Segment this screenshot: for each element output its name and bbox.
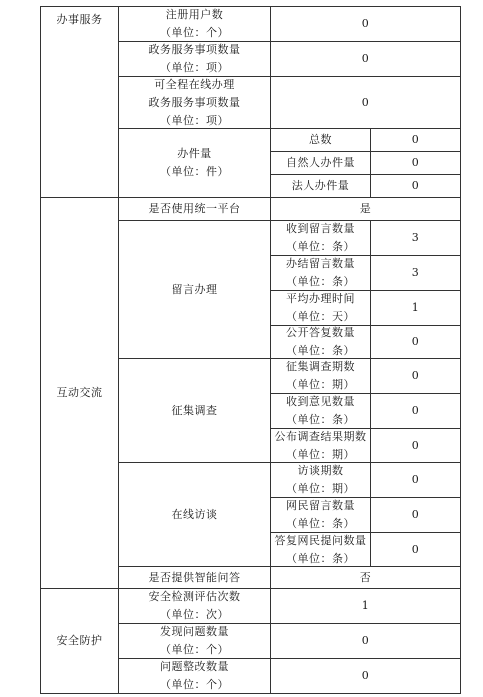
interview-group-label: 在线访谈 (171, 507, 218, 521)
survey-opinions-value: 0 (411, 404, 420, 417)
section-interaction-label: 互动交流 (56, 386, 103, 399)
issues-found-value-cell (270, 623, 461, 659)
assessments-value-cell (270, 588, 461, 624)
issues-fixed-value-cell (270, 658, 461, 694)
interview-questions-label-cell (270, 497, 371, 533)
section-service-header (40, 6, 119, 198)
interview-questions-value: 0 (411, 508, 420, 521)
messages-received-value-cell (370, 220, 461, 256)
handled-legal-value: 0 (411, 179, 420, 192)
smart-qa-label-cell (118, 566, 271, 589)
survey-results-value-cell (370, 428, 461, 463)
messages-received-label: 收到留言数量 （单位：条） (286, 222, 355, 253)
interview-answers-value-cell (370, 532, 461, 567)
messages-public-replies-value: 0 (411, 335, 420, 348)
assessments-label: 安全检测评估次数 （单位：次） (148, 590, 241, 621)
section-security-header (40, 588, 119, 694)
service-items-value: 0 (361, 52, 370, 65)
interview-periods-value-cell (370, 462, 461, 498)
survey-periods-value: 0 (411, 369, 420, 382)
handled-natural-label: 自然人办件量 (286, 156, 355, 169)
messages-group-cell (118, 220, 271, 359)
messages-group-label: 留言办理 (171, 282, 218, 296)
registered-users-value: 0 (361, 17, 370, 30)
service-items-value-cell (270, 41, 461, 77)
messages-received-value: 3 (411, 231, 420, 244)
registered-users-label-cell (118, 6, 271, 42)
section-security-label: 安全防护 (56, 634, 103, 647)
handled-legal-label: 法人办件量 (291, 179, 350, 192)
interview-answers-label: 答复网民提问数量 （单位：条） (274, 533, 367, 565)
issues-fixed-label: 问题整改数量 （单位：个） (160, 660, 229, 691)
survey-periods-label-cell (270, 358, 371, 394)
online-items-value: 0 (361, 95, 370, 109)
service-items-label-cell (118, 41, 271, 77)
messages-avg-time-value-cell (370, 290, 461, 326)
messages-avg-time-label: 平均办理时间 （单位：天） (286, 292, 355, 323)
interview-answers-value: 0 (411, 542, 420, 556)
survey-opinions-label-cell (270, 393, 371, 429)
registered-users-label: 注册用户数 （单位：个） (160, 8, 229, 39)
messages-concluded-label: 办结留言数量 （单位：条） (286, 257, 355, 288)
interview-periods-label: 访谈期数 （单位：期） (286, 464, 355, 495)
handled-label-cell (118, 128, 271, 198)
assessments-label-cell (118, 588, 271, 624)
handled-legal-value-cell (370, 174, 461, 198)
issues-found-label: 发现问题数量 （单位：个） (160, 625, 229, 656)
interview-periods-value: 0 (411, 473, 420, 486)
assessments-value: 1 (361, 599, 370, 612)
interview-group-cell (118, 462, 271, 567)
handled-legal-label-cell (270, 174, 371, 198)
handled-natural-value: 0 (411, 156, 420, 169)
registered-users-value-cell (270, 6, 461, 42)
handled-total-value-cell (370, 128, 461, 152)
survey-group-label: 征集调查 (171, 403, 218, 417)
survey-periods-label: 征集调查期数 （单位：期） (286, 360, 355, 391)
unified-platform-value-cell (270, 197, 461, 221)
section-service-label: 办事服务 (56, 13, 103, 26)
section-interaction-header (40, 197, 119, 589)
interview-questions-value-cell (370, 497, 461, 533)
survey-opinions-value-cell (370, 393, 461, 429)
unified-platform-label-cell (118, 197, 271, 221)
messages-avg-time-label-cell (270, 290, 371, 326)
survey-results-label: 公布调查结果期数 （单位：期） (274, 429, 367, 461)
handled-label: 办件量 （单位：件） (160, 147, 229, 178)
online-items-label-cell (118, 76, 271, 129)
issues-found-value: 0 (361, 634, 370, 647)
survey-periods-value-cell (370, 358, 461, 394)
smart-qa-value-cell (270, 566, 461, 589)
messages-received-label-cell (270, 220, 371, 256)
handled-natural-value-cell (370, 151, 461, 175)
service-items-label: 政务服务事项数量 （单位：项） (148, 43, 241, 74)
messages-public-replies-label: 公开答复数量 （单位：条） (286, 326, 355, 357)
messages-public-replies-label-cell (270, 325, 371, 359)
issues-fixed-label-cell (118, 658, 271, 694)
survey-results-value: 0 (411, 438, 420, 452)
survey-group-cell (118, 358, 271, 463)
issues-found-label-cell (118, 623, 271, 659)
interview-questions-label: 网民留言数量 （单位：条） (286, 499, 355, 530)
handled-total-value: 0 (411, 133, 420, 146)
interview-answers-label-cell (270, 532, 371, 567)
messages-concluded-value-cell (370, 255, 461, 291)
issues-fixed-value: 0 (361, 669, 370, 682)
messages-concluded-label-cell (270, 255, 371, 291)
interview-periods-label-cell (270, 462, 371, 498)
handled-total-label: 总数 (309, 133, 332, 146)
survey-results-label-cell (270, 428, 371, 463)
messages-avg-time-value: 1 (411, 301, 420, 314)
online-items-value-cell (270, 76, 461, 129)
handled-natural-label-cell (270, 151, 371, 175)
messages-public-replies-value-cell (370, 325, 461, 359)
online-items-label: 可全程在线办理 政务服务事项数量 （单位：项） (148, 77, 241, 127)
handled-total-label-cell (270, 128, 371, 152)
smart-qa-label: 是否提供智能问答 (148, 570, 241, 584)
unified-platform-value: 是 (359, 202, 372, 215)
smart-qa-value: 否 (359, 570, 372, 584)
survey-opinions-label: 收到意见数量 （单位：条） (286, 395, 355, 426)
messages-concluded-value: 3 (411, 266, 420, 279)
unified-platform-label: 是否使用统一平台 (148, 202, 241, 215)
